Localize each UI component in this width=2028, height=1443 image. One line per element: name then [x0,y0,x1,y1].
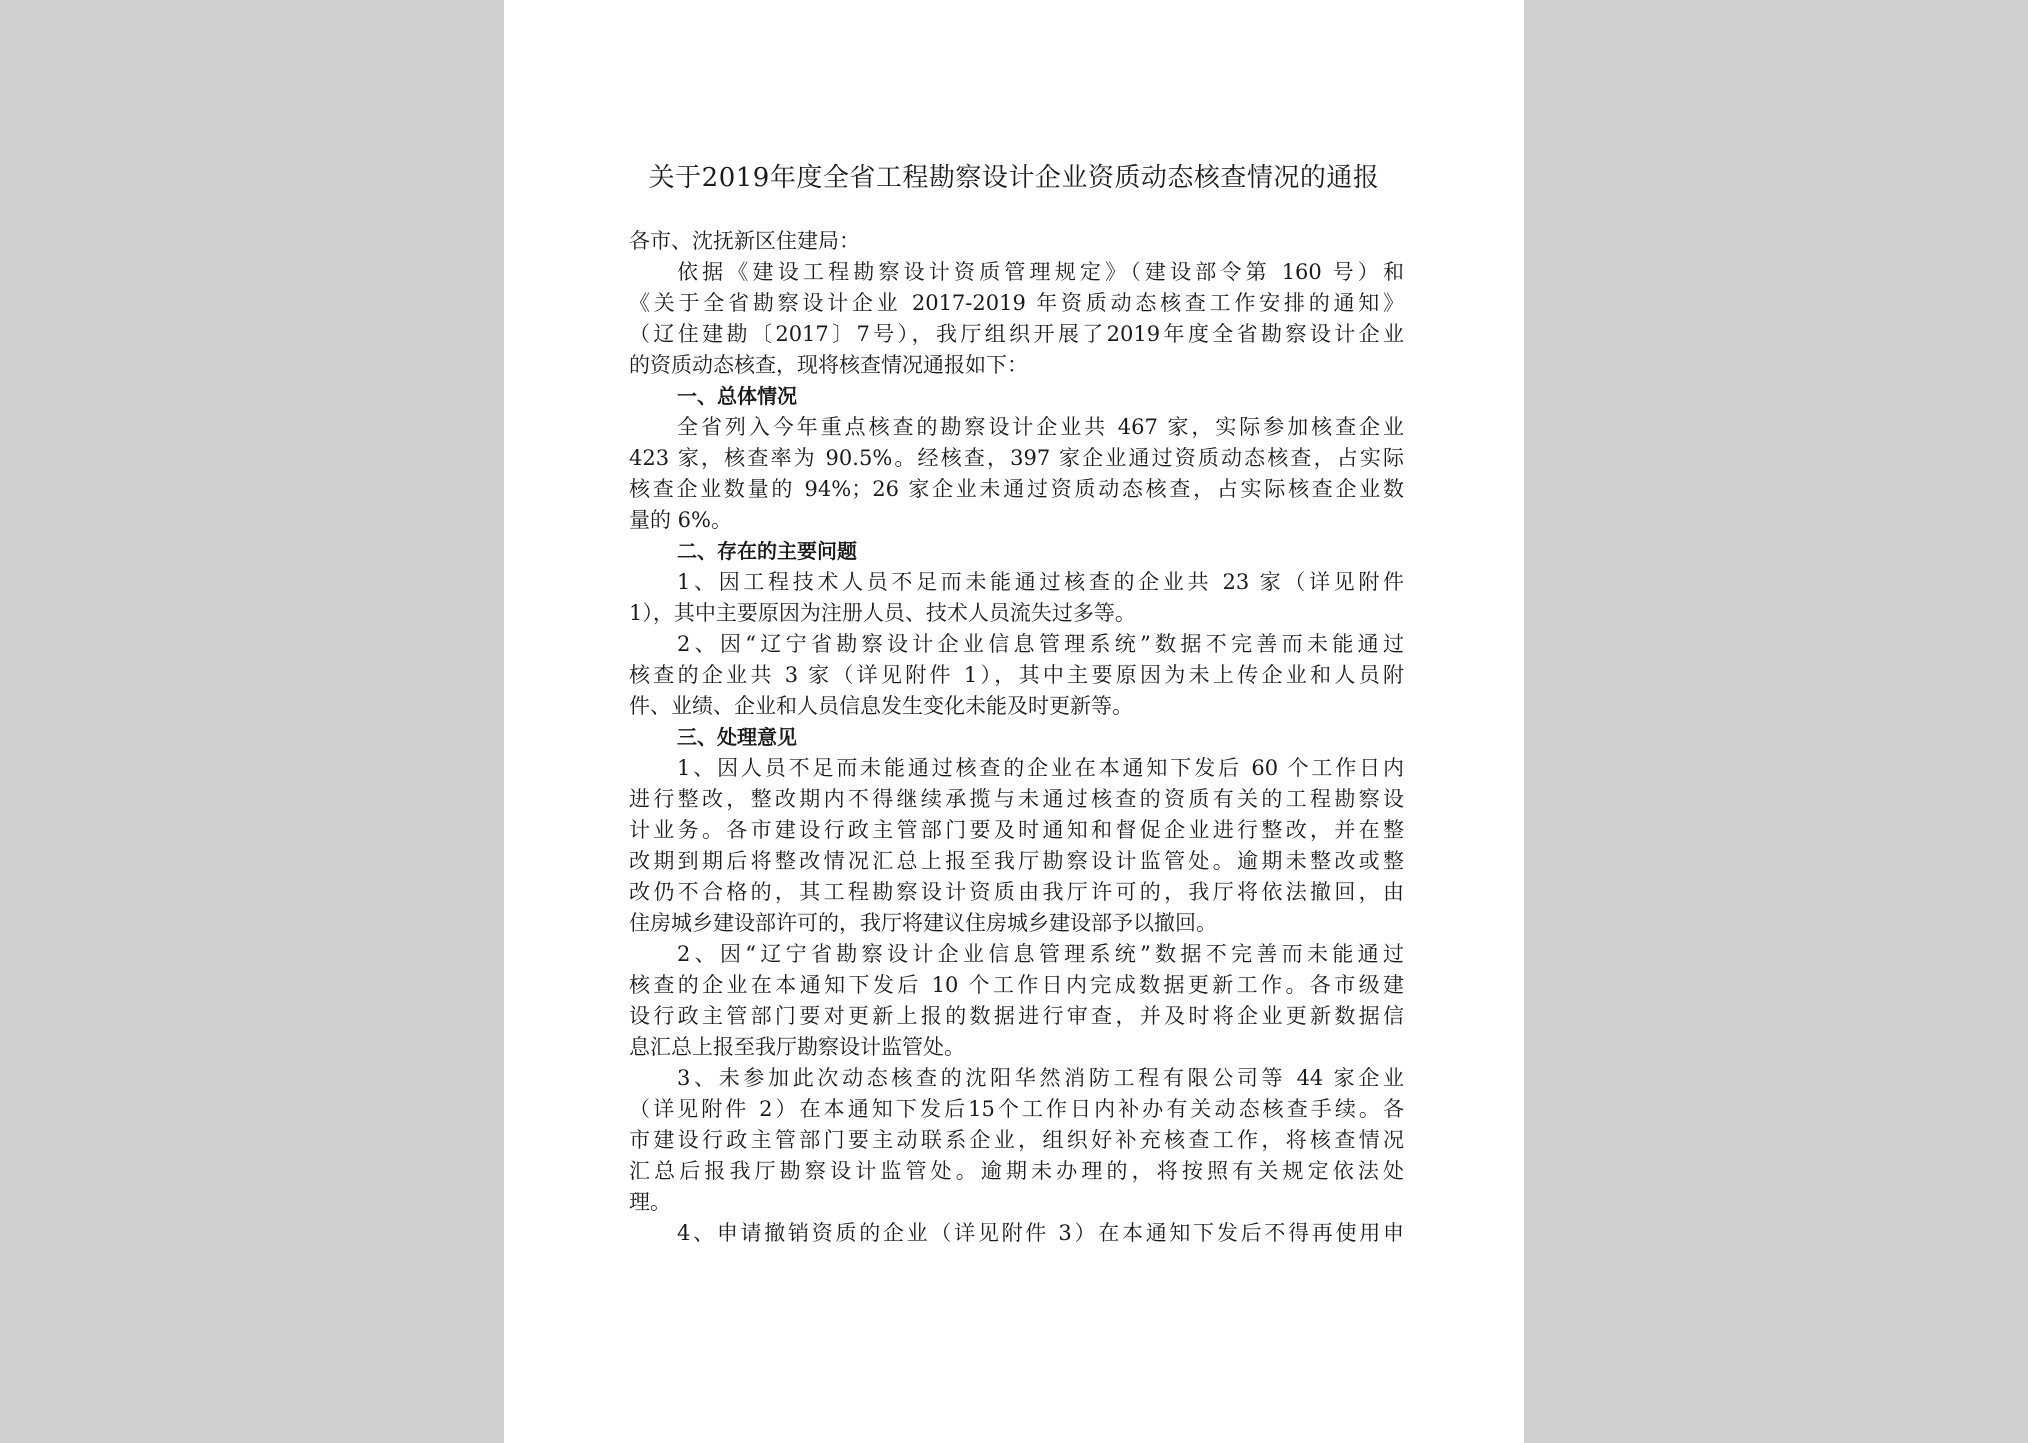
body-line: 计业务。各市建设行政主管部门要及时通知和督促企业进行整改，并在整 [629,818,1404,842]
section-heading: 三、处理意见 [677,725,797,749]
document-page [504,0,1524,1443]
body-line: 各市、沈抚新区住建局： [629,229,860,253]
body-line: 1），其中主要原因为注册人员、技术人员流失过多等。 [629,601,1136,625]
body-line: 件、业绩、企业和人员信息发生变化未能及时更新等。 [629,694,1133,718]
document-body [629,226,1404,1249]
body-line: 改期到期后将整改情况汇总上报至我厅勘察设计监管处。逾期未整改或整 [629,849,1404,873]
body-line: 2、因“辽宁省勘察设计企业信息管理系统”数据不完善而未能通过 [677,942,1404,966]
body-line: 息汇总上报至我厅勘察设计监管处。 [629,1035,965,1059]
body-line: 进行整改，整改期内不得继续承揽与未通过核查的资质有关的工程勘察设 [629,787,1404,811]
section-heading: 一、总体情况 [677,384,797,408]
section-heading: 二、存在的主要问题 [677,539,857,563]
body-line: 核查企业数量的 94%；26 家企业未通过资质动态核查，占实际核查企业数 [629,477,1404,501]
body-line: 全省列入今年重点核查的勘察设计企业共 467 家，实际参加核查企业 [677,415,1404,439]
body-line: 汇总后报我厅勘察设计监管处。逾期未办理的，将按照有关规定依法处 [629,1159,1404,1183]
body-line: 核查的企业共 3 家（详见附件 1），其中主要原因为未上传企业和人员附 [629,663,1404,687]
body-line: 1、因工程技术人员不足而未能通过核查的企业共 23 家（详见附件 [677,570,1404,594]
body-line: 设行政主管部门要对更新上报的数据进行审查，并及时将企业更新数据信 [629,1004,1404,1028]
body-line: （详见附件 2）在本通知下发后15个工作日内补办有关动态核查手续。各 [629,1097,1404,1121]
body-line: 理。 [629,1190,671,1214]
body-line: 1、因人员不足而未能通过核查的企业在本通知下发后 60 个工作日内 [677,756,1404,780]
body-line: 423 家，核查率为 90.5%。经核查，397 家企业通过资质动态核查，占实际 [629,446,1404,470]
body-line: 2、因“辽宁省勘察设计企业信息管理系统”数据不完善而未能通过 [677,632,1404,656]
body-line: 改仍不合格的，其工程勘察设计资质由我厅许可的，我厅将依法撤回，由 [629,880,1404,904]
body-line: 3、未参加此次动态核查的沈阳华然消防工程有限公司等 44 家企业 [677,1066,1404,1090]
document-title: 关于2019年度全省工程勘察设计企业资质动态核查情况的通报 [648,163,1380,193]
body-line: 核查的企业在本通知下发后 10 个工作日内完成数据更新工作。各市级建 [629,973,1404,997]
body-line: 市建设行政主管部门要主动联系企业，组织好补充核查工作，将核查情况 [629,1128,1404,1152]
body-line: （辽住建勘〔2017〕7号），我厅组织开展了2019年度全省勘察设计企业 [629,322,1404,346]
body-line: 依据《建设工程勘察设计资质管理规定》（建设部令第 160 号）和 [677,260,1404,284]
body-line: 4、申请撤销资质的企业（详见附件 3）在本通知下发后不得再使用申 [677,1221,1404,1245]
body-line: 量的 6%。 [629,508,732,532]
body-line: 《关于全省勘察设计企业 2017-2019 年资质动态核查工作安排的通知》 [629,291,1404,315]
body-line: 的资质动态核查，现将核查情况通报如下： [629,353,1028,377]
body-line: 住房城乡建设部许可的，我厅将建议住房城乡建设部予以撤回。 [629,911,1217,935]
